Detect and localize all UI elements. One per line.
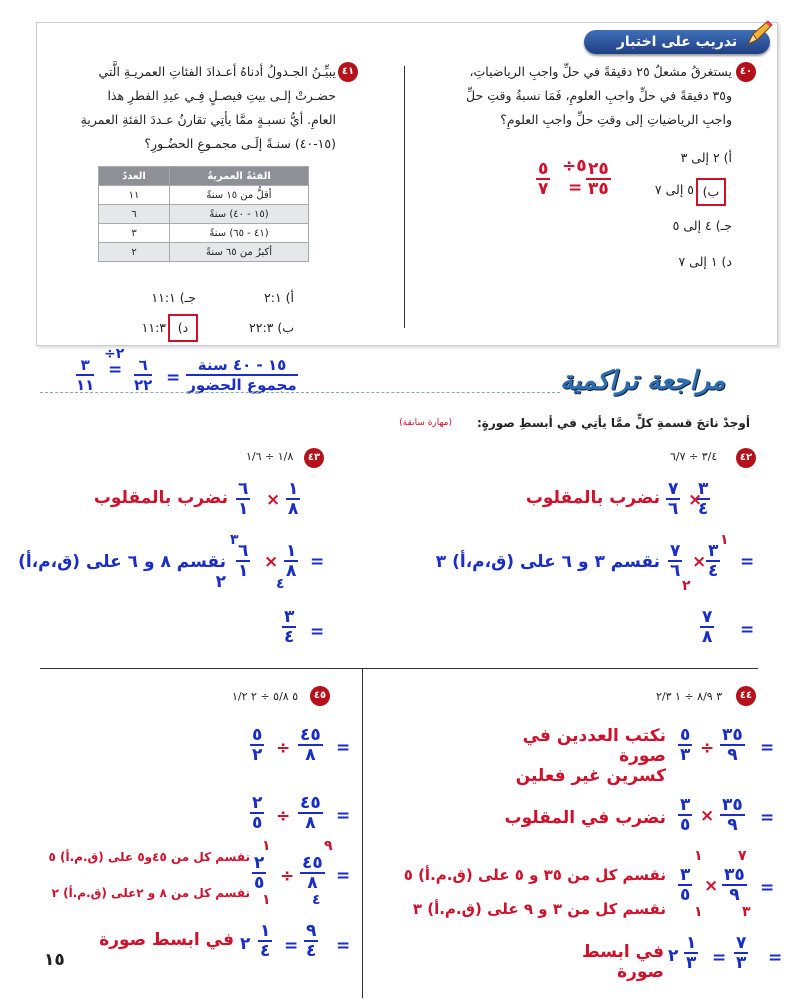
q44-result-improper: $\frac{٧}{٣}$ <box>736 933 747 973</box>
q44-expression: ٣ ٨/٩ ÷ ١ ٢/٣ <box>656 690 723 703</box>
q42-note-2: نقسم ٣ و ٦ على (ق،م،أ) ٣ <box>435 552 660 572</box>
q41-eq-1: = <box>166 368 181 388</box>
option-d-41-value: ١١:٣ <box>141 320 166 335</box>
question-number-43: ٤٣ <box>304 448 324 468</box>
q43-result: $\frac{٣}{٤}$ <box>284 607 295 647</box>
q44-l3-cancel-c: ١ <box>694 848 703 864</box>
q41-work-step: $\frac{٦}{٢٢}$ <box>134 356 153 394</box>
q44-l2-op: × <box>700 806 715 826</box>
q42-l2-cancel-d: ٢ <box>682 578 691 594</box>
age-groups-table: الفئةُ العمريةُ العددُ أقلُّ من ١٥ سنةً ١١ (١٥ - ٤٠) سنةً ٦ (٤١ - ٦٥) سنةً ٣ أكبرُ من ٦٥ سنةً ٢ <box>98 166 309 262</box>
q42-l2-frac-b: $\frac{٧}{٦}$ <box>670 541 681 581</box>
q41-work-result: $\frac{٣}{١١}$ <box>76 356 95 394</box>
q43-note-1: نضرب بالمقلوب <box>93 488 228 508</box>
q40-work-div: ÷٥ <box>562 156 587 176</box>
option-a[interactable]: أ) ٢ إلى ٣ <box>680 150 732 165</box>
option-c-41[interactable]: جـ) ١١:١ <box>151 290 196 305</box>
q45-l1-frac-a: $\frac{٤٥}{٨}$ <box>300 725 321 765</box>
q42-result: $\frac{٧}{٨}$ <box>702 607 713 647</box>
q44-eq-2: = <box>760 808 775 828</box>
q44-l2-frac-a: $\frac{٣٥}{٩}$ <box>722 795 743 835</box>
q45-result-whole: ٢ <box>240 934 251 954</box>
q41-work-fraction: $\frac{\text{١٥ - ٤٠ سنة}}{\text{مجموع الحضور}}$ <box>187 356 297 394</box>
q45-l1-frac-b: $\frac{٥}{٢}$ <box>252 725 263 765</box>
q43-expression: ١/٨ ÷ ١/٦ <box>246 450 294 463</box>
q42-l1-frac-b: $\frac{٧}{٦}$ <box>668 479 679 519</box>
option-b-value: ٥ إلى ٧ <box>654 182 694 197</box>
question-number-40: ٤٠ <box>736 62 756 82</box>
q45-note-5: في ابسط صورة <box>99 930 234 950</box>
q43-l2-cancel-c: ٣ <box>230 532 239 548</box>
q44-l3-cancel-d: ١ <box>694 904 703 920</box>
q44-l2-frac-b: $\frac{٣}{٥}$ <box>680 795 691 835</box>
q44-note-1: نكتب العددين في صورة كسرين غير فعلين <box>515 726 666 786</box>
q41-work-div: ÷٢ <box>104 346 125 362</box>
q44-eq-5: = <box>712 948 727 968</box>
q45-expression: ٥ ٥/٨ ÷ ٢ ١/٢ <box>232 690 299 703</box>
option-b-41[interactable]: ب) ٢٢:٣ <box>249 320 294 335</box>
q44-l3-cancel-a: ٧ <box>738 848 747 864</box>
q45-eq-5: = <box>284 936 299 956</box>
option-b-selected[interactable]: ب) <box>696 178 726 206</box>
question-40-text: يستغرقُ مشعلٌ ٢٥ دقيقةً في حلِّ واجبِ الرياضياتِ، و٣٥ دقيقةً في حلِّ واجبِ العلومِ، فَمَا نسبةُ وقتِ حلِّ واجبِ الرياضياتِ إلى وقتِ حلِّ واجبِ العلومِ؟ <box>466 64 732 127</box>
q45-result-frac: $\frac{١}{٤}$ <box>260 921 271 961</box>
q42-l1-op: × <box>688 490 703 510</box>
review-instruction: أوجدْ ناتجَ قسمةِ كلٍّ ممَّا يأتِي في أبسطِ صورةٍ: <box>476 416 750 430</box>
q42-l1-frac-a: $\frac{٣}{٤}$ <box>698 479 709 519</box>
q43-l2-cancel-b: ٤ <box>276 576 285 592</box>
option-c[interactable]: جـ) ٤ إلى ٥ <box>672 218 732 233</box>
q45-l3-cancel-a: ٩ <box>324 838 333 854</box>
q45-eq-2: = <box>336 806 351 826</box>
pencil-icon <box>744 18 774 48</box>
q43-l2-op: × <box>264 552 279 572</box>
q45-note-3: نقسم كل من ٤٥و٥ على (ق.م.أ) ٥ <box>48 850 250 864</box>
q44-l1-frac-a: $\frac{٣٥}{٩}$ <box>722 725 743 765</box>
q43-l2-frac-a: $\frac{١}{٨}$ <box>286 541 297 581</box>
q44-eq-3: = <box>760 878 775 898</box>
q40-work-equals: = <box>568 178 583 198</box>
q42-l2-cancel-a: ١ <box>720 532 729 548</box>
q44-result-whole: ٢ <box>668 946 679 966</box>
review-divider <box>40 392 560 393</box>
q42-l2-frac-a: $\frac{٣}{٤}$ <box>708 541 719 581</box>
q45-l3-frac-a: $\frac{٤٥}{٨}$ <box>302 853 323 893</box>
section-divider <box>40 668 758 669</box>
q45-l3-cancel-c: ١ <box>262 838 271 854</box>
q44-note-3: نقسم كل من ٣٥ و ٥ على (ق.م.أ) ٥ <box>403 866 666 884</box>
q43-l1-frac-a: $\frac{١}{٨}$ <box>288 479 299 519</box>
q40-work-result: $\frac{٥}{٧}$ <box>538 159 549 199</box>
q45-note-4: نقسم كل من ٨ و ٢على (ق.م.أ) ٢ <box>51 886 250 900</box>
q44-l3-op: × <box>704 876 719 896</box>
q45-result-improper: $\frac{٩}{٤}$ <box>306 921 317 961</box>
q42-eq-1: = <box>740 552 755 572</box>
q45-l1-op: ÷ <box>276 738 291 758</box>
q45-l3-frac-b: $\frac{٢}{٥}$ <box>254 853 265 893</box>
q44-note-4: نقسم كل من ٣ و ٩ على (ق.م.أ) ٣ <box>412 900 666 918</box>
q42-note-1: نضرب بالمقلوب <box>525 488 660 508</box>
option-a-41[interactable]: أ) ٢:١ <box>264 290 294 305</box>
q42-expression: ٣/٤ ÷ ٦/٧ <box>670 450 718 463</box>
question-number-42: ٤٢ <box>736 448 756 468</box>
q44-l3-frac-b: $\frac{٣}{٥}$ <box>680 865 691 905</box>
q44-eq-4: = <box>768 948 783 968</box>
skill-badge: (مهارة سابقة) <box>399 418 452 428</box>
q43-l1-op: × <box>266 490 281 510</box>
q45-l2-frac-b: $\frac{٢}{٥}$ <box>252 793 263 833</box>
page-number: ١٥ <box>44 950 65 970</box>
q45-l2-op: ÷ <box>276 806 291 826</box>
q44-eq-1: = <box>760 738 775 758</box>
option-d[interactable]: د) ١ إلى ٧ <box>678 254 732 269</box>
q44-note-5: في ابسط صورة <box>582 942 664 982</box>
q44-l3-frac-a: $\frac{٣٥}{٩}$ <box>724 865 745 905</box>
option-d-41-selected[interactable]: د) <box>168 314 198 342</box>
review-title: مراجعة تراكمية <box>560 366 726 396</box>
q45-eq-1: = <box>336 738 351 758</box>
q45-l3-cancel-d: ١ <box>262 892 271 908</box>
column-divider <box>404 66 405 328</box>
q43-eq-1: = <box>310 552 325 572</box>
q44-l1-frac-b: $\frac{٥}{٣}$ <box>680 725 691 765</box>
q44-l3-cancel-b: ٣ <box>742 904 751 920</box>
q42-l2-op: × <box>692 552 707 572</box>
q40-work-fraction: $\frac{٢٥}{٣٥}$ <box>588 159 609 199</box>
q44-result-frac: $\frac{١}{٣}$ <box>686 933 697 973</box>
q45-l2-frac-a: $\frac{٤٥}{٨}$ <box>300 793 321 833</box>
question-number-41: ٤١ <box>338 62 358 82</box>
q43-l2-frac-b: $\frac{٦}{١}$ <box>238 541 249 581</box>
q41-eq-2: = <box>108 360 123 380</box>
q44-l1-op: ÷ <box>700 738 715 758</box>
bottom-column-divider <box>362 668 363 998</box>
q42-eq-2: = <box>740 620 755 640</box>
question-number-45: ٤٥ <box>310 686 330 706</box>
q44-note-2: نضرب في المقلوب <box>504 808 666 828</box>
q43-note-2: نقسم ٨ و ٦ على (ق،م،أ) ٢ <box>18 552 226 592</box>
q45-eq-3: = <box>336 866 351 886</box>
q43-l1-frac-b: $\frac{٦}{١}$ <box>238 479 249 519</box>
q45-l3-op: ÷ <box>280 866 295 886</box>
q45-eq-4: = <box>336 936 351 956</box>
q43-eq-2: = <box>310 622 325 642</box>
question-number-44: ٤٤ <box>736 686 756 706</box>
q45-l3-cancel-b: ٤ <box>312 892 321 908</box>
test-practice-banner: تدريب على اختبار <box>584 30 770 54</box>
question-41-text: يبيِّـنُ الجـدولُ أدناهُ أعـدادَ الفئاتِ العمريـةِ الَّتي حضـرتْ إلـى بيتِ فيصـلٍ فِـي عيدِ الفطرِ هذا العامِ. أيُّ نسبـةٍ ممَّا يأتِي تقارنُ عـددَ الفئةِ العمريةِ (١٥-٤٠) سنـةً إلَـى مجمـوعِ الحضُـورِ؟ <box>80 64 336 151</box>
